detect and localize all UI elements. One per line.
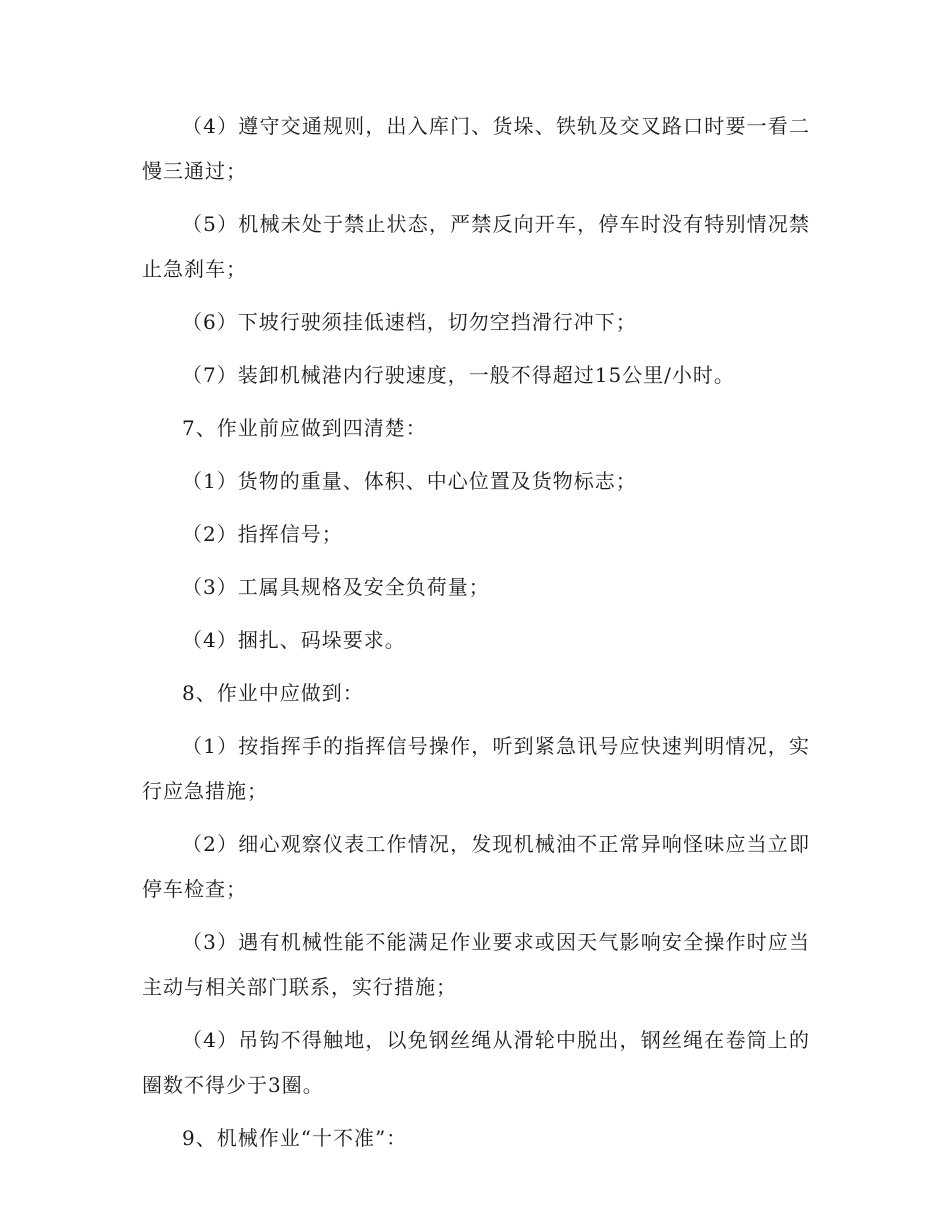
- paragraph-downhill: （6）下坡行驶须挂低速档，切勿空挡滑行冲下；: [182, 310, 637, 334]
- paragraph-hook-cable: （4）吊钩不得触地，以免钢丝绳从滑轮中脱出，钢丝绳在卷筒上的圈数不得少于3圈。: [142, 1028, 810, 1097]
- paragraph-signals: （2）指挥信号；: [182, 522, 343, 546]
- paragraph-tool-specs: （3）工属具规格及安全负荷量；: [182, 575, 490, 599]
- document-body: [142, 104, 810, 1161]
- section-heading-during-work: 8、作业中应做到：: [182, 681, 364, 705]
- paragraph-traffic-rules: （4）遵守交通规则，出入库门、货垛、铁轨及交叉路口时要一看二慢三通过；: [142, 114, 810, 183]
- section-heading-before-work: 7、作业前应做到四清楚：: [182, 416, 427, 440]
- paragraph-no-reverse: （5）机械未处于禁止状态，严禁反向开车，停车时没有特别情况禁止急刹车；: [142, 212, 810, 281]
- paragraph-stacking: （4）捆扎、码垛要求。: [182, 628, 406, 652]
- section-heading-ten-prohibitions: 9、机械作业“十不准”：: [182, 1126, 408, 1150]
- paragraph-follow-signals: （1）按指挥手的指挥信号操作，听到紧急讯号应快速判明情况，实行应急措施；: [142, 734, 810, 803]
- paragraph-cargo-info: （1）货物的重量、体积、中心位置及货物标志；: [182, 469, 637, 493]
- paragraph-speed-limit: （7）装卸机械港内行驶速度，一般不得超过15公里/小时。: [182, 363, 735, 387]
- paragraph-performance-limits: （3）遇有机械性能不能满足作业要求或因天气影响安全操作时应当主动与相关部门联系，实行措施；: [142, 930, 810, 999]
- paragraph-observe-gauges: （2）细心观察仪表工作情况，发现机械油不正常异响怪味应当立即停车检查；: [142, 832, 810, 901]
